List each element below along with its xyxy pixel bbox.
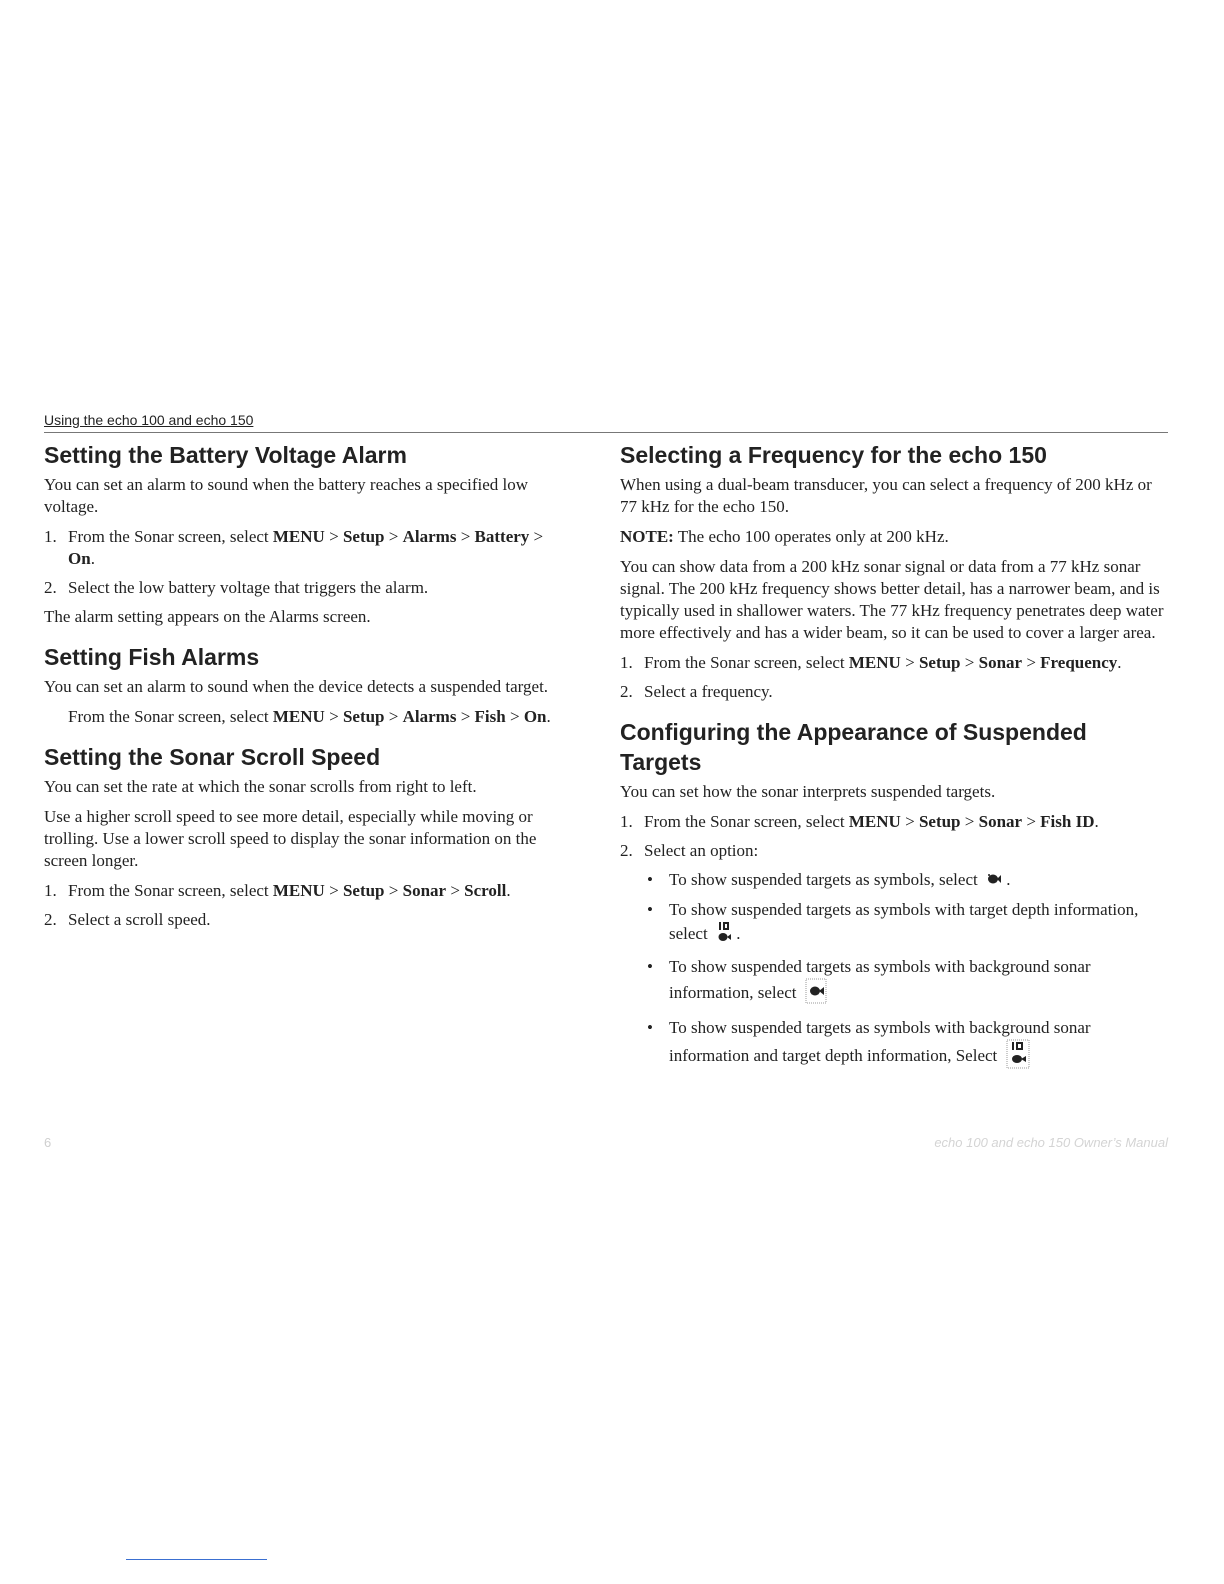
- fish-depth-icon: [716, 921, 732, 949]
- fish-sonar-depth-icon: [1006, 1039, 1030, 1075]
- fish-alarm-section: [44, 642, 574, 728]
- scroll-step-2: 2. Select a scroll speed.: [44, 910, 211, 929]
- battery-step-2: 2. Select the low battery voltage that triggers the alarm.: [44, 578, 429, 597]
- frequency-step-1: 1. From the Sonar screen, select MENU > Setup > Sonar > Frequency.: [620, 653, 1122, 672]
- targets-option-3: • To show suspended targets as symbols with background sonar information, select: [620, 956, 1168, 1010]
- frequency-intro: When using a dual-beam transducer, you can select a frequency of 200 kHz or 77 kHz for the echo 150.: [620, 475, 1152, 516]
- scroll-step-1: 1. From the Sonar screen, select MENU > Setup > Sonar > Scroll.: [44, 881, 511, 900]
- frequency-step-2: 2. Select a frequency.: [620, 682, 773, 701]
- frequency-note: NOTE: The echo 100 operates only at 200 kHz.: [620, 527, 949, 546]
- fish-sonar-icon: [805, 978, 827, 1010]
- targets-step-1: 1. From the Sonar screen, select MENU > Setup > Sonar > Fish ID.: [620, 812, 1099, 831]
- scroll-intro: You can set the rate at which the sonar scrolls from right to left.: [44, 777, 477, 796]
- frequency-heading: Selecting a Frequency for the echo 150: [620, 442, 1047, 468]
- battery-heading: Setting the Battery Voltage Alarm: [44, 442, 407, 468]
- manual-title: echo 100 and echo 150 Owner’s Manual: [934, 1135, 1168, 1150]
- targets-heading: Configuring the Appearance of Suspended Targets: [620, 719, 1087, 775]
- scroll-section: [44, 742, 574, 931]
- targets-section: [620, 717, 1168, 1075]
- targets-step-2: 2. Select an option:: [620, 841, 759, 860]
- page-number: 6: [44, 1135, 52, 1150]
- right-column: [620, 440, 1168, 1089]
- frequency-section: [620, 440, 1168, 703]
- battery-intro: You can set an alarm to sound when the battery reaches a specified low voltage.: [44, 475, 529, 516]
- scroll-heading: Setting the Sonar Scroll Speed: [44, 744, 381, 770]
- running-head: Using the echo 100 and echo 150: [44, 412, 254, 428]
- left-column: [44, 440, 574, 945]
- battery-step-1: 1. From the Sonar screen, select MENU > Setup > Alarms > Battery > On.: [44, 527, 544, 568]
- fish-alarm-heading: Setting Fish Alarms: [44, 644, 260, 670]
- fish-symbol-icon: [986, 870, 1002, 892]
- targets-option-1: • To show suspended targets as symbols, select .: [620, 869, 1168, 892]
- scroll-para: Use a higher scroll speed to see more detail, especially while moving or trolling. Use a lower scroll speed to display the sonar information on the screen longer.: [44, 807, 537, 870]
- battery-outro: The alarm setting appears on the Alarms screen.: [44, 607, 371, 626]
- targets-intro: You can set how the sonar interprets suspended targets.: [620, 782, 996, 801]
- battery-section: [44, 440, 574, 628]
- header-rule: [44, 432, 1168, 433]
- scan-artifact-line: [126, 1559, 267, 1560]
- frequency-para: You can show data from a 200 kHz sonar signal or data from a 77 kHz sonar signal. The 200 kHz frequency shows better detail, has a narrower beam, and is typically used in shallower waters. The 77 kHz frequency penetrates deep water more effectively and has a wider beam, so it can be used to cover a larger area.: [620, 557, 1164, 642]
- fish-alarm-intro: You can set an alarm to sound when the device detects a suspended target.: [44, 677, 549, 696]
- targets-option-4: • To show suspended targets as symbols with background sonar information and target depth information, Select: [620, 1017, 1168, 1075]
- targets-option-2: • To show suspended targets as symbols with target depth information, select .: [620, 899, 1168, 949]
- fish-alarm-step: From the Sonar screen, select MENU > Setup > Alarms > Fish > On.: [68, 707, 551, 726]
